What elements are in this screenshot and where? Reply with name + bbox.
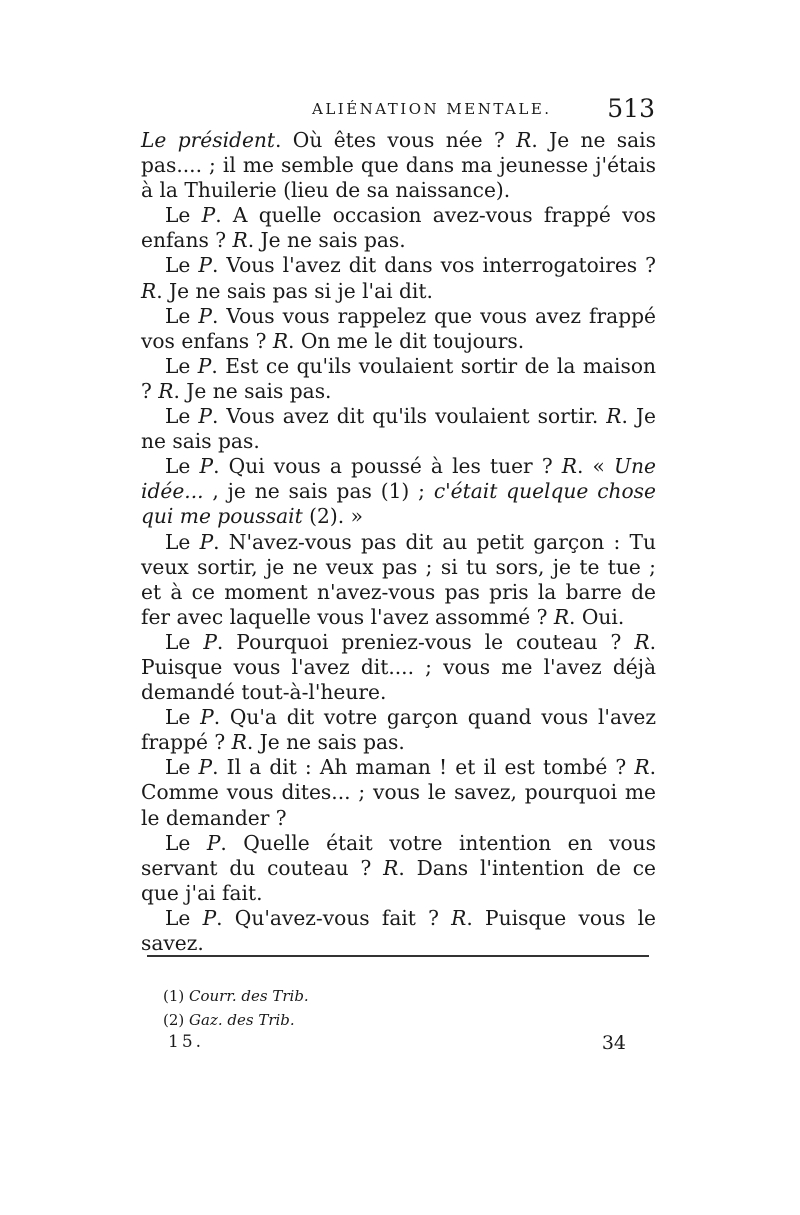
footnote-rule (147, 955, 649, 957)
footnotes (163, 984, 643, 1032)
paragraph: Le P. Vous l'avez dit dans vos interrogatoires ? R. Je ne sais pas si je l'ai dit. (141, 253, 656, 303)
paragraph: Le président. Où êtes vous née ? R. Je ne sais pas.... ; il me semble que dans ma jeunesse j'étais à la Thuilerie (lieu de sa naissance). (141, 128, 656, 203)
body-text (141, 128, 656, 956)
paragraph: Le P. Pourquoi preniez-vous le couteau ? R. Puisque vous l'avez dit.... ; vous me l'avez déjà demandé tout-à-l'heure. (141, 629, 656, 705)
page-header (140, 94, 655, 128)
page-number: 513 (607, 94, 655, 123)
footnote: (1) Courr. des Trib. (163, 987, 309, 1005)
footnote: (2) Gaz. des Trib. (163, 1011, 295, 1029)
paragraph: Le P. Quelle était votre intention en vous servant du couteau ? R. Dans l'intention de ce que j'ai fait. (141, 830, 656, 905)
signature-mark: 15. (168, 1032, 205, 1052)
sheet-number: 34 (601, 1032, 626, 1054)
paragraph: Le P. Vous vous rappelez que vous avez frappé vos enfans ? R. On me le dit toujours. (141, 303, 657, 353)
paragraph: Le P. Il a dit : Ah maman ! et il est tombé ? R. Comme vous dites... ; vous le savez, pourquoi me le demander ? (141, 755, 656, 830)
page-footer (168, 1032, 626, 1058)
paragraph: Le P. Qu'a dit votre garçon quand vous l'avez frappé ? R. Je ne sais pas. (141, 705, 656, 755)
paragraph: Le P. Qui vous a poussé à les tuer ? R. « Une idée... , je ne sais pas (1) ; c'était quelque chose qui me poussait (2). » (141, 454, 656, 529)
paragraph: Le P. Vous avez dit qu'ils voulaient sortir. R. Je ne sais pas. (141, 404, 656, 454)
paragraph: Le P. Qu'avez-vous fait ? R. Puisque vous le savez. (141, 905, 656, 955)
paragraph: Le P. A quelle occasion avez-vous frappé vos enfans ? R. Je ne sais pas. (141, 203, 656, 253)
paragraph: Le P. Est ce qu'ils voulaient sortir de la maison ? R. Je ne sais pas. (141, 353, 656, 403)
paragraph: Le P. N'avez-vous pas dit au petit garçon : Tu veux sortir, je ne veux pas ; si tu sors, je te tue ; et à ce moment n'avez-vous pas pris la barre de fer avec laquelle vous l'avez assommé ? R. Oui. (141, 529, 657, 629)
running-title: ALIÉNATION MENTALE. (312, 100, 552, 118)
